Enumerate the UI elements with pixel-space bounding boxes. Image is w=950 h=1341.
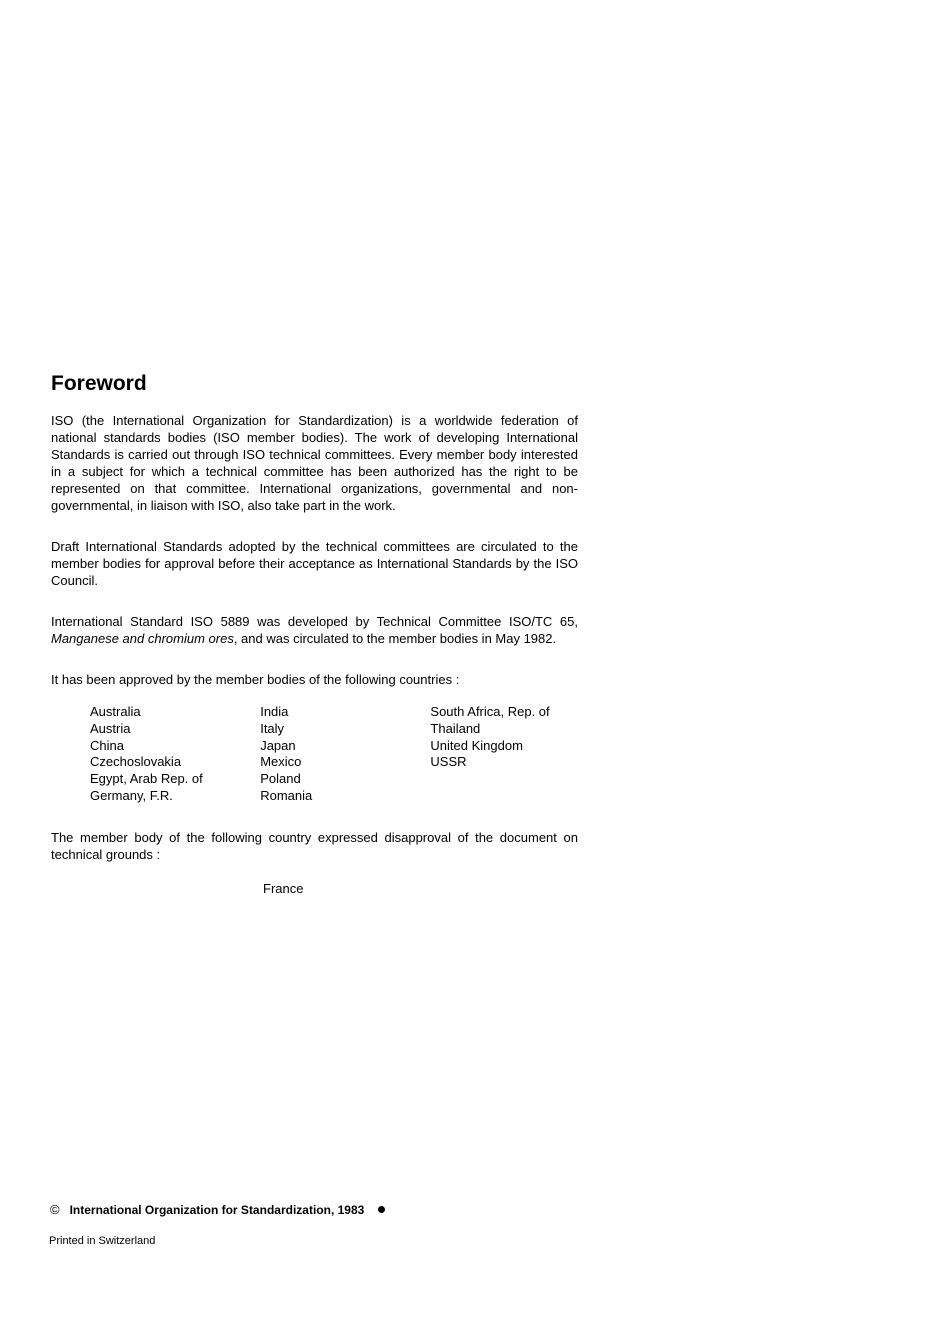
- country-name: Thailand: [430, 720, 481, 736]
- country-name: Australia: [90, 704, 141, 719]
- foreword-section: [51, 370, 578, 897]
- paragraph-approval: It has been approved by the member bodies of the following countries :: [51, 672, 460, 687]
- countries-column-1: [90, 704, 260, 805]
- country-name: Germany, F.R.: [90, 787, 173, 803]
- printed-location: Printed in Switzerland: [49, 1235, 156, 1247]
- standard-development-text: International Standard ISO 5889 was developed by Technical Committee ISO/TC 65,: [51, 614, 578, 629]
- page-title: Foreword: [51, 372, 147, 395]
- country-name: Japan: [260, 737, 296, 753]
- country-name: United Kingdom: [430, 737, 523, 753]
- countries-column-3: [430, 704, 578, 805]
- country-name: Romania: [260, 787, 313, 803]
- country-name: Italy: [260, 720, 285, 736]
- paragraph-standard-development: [51, 613, 578, 647]
- country-name: Czechoslovakia: [90, 754, 182, 770]
- paragraph-disapproval: The member body of the following country expressed disapproval of the document on technical grounds :: [51, 829, 578, 862]
- copyright-symbol: ©: [50, 1202, 60, 1217]
- bullet-icon: [378, 1206, 385, 1213]
- country-name: USSR: [430, 754, 467, 770]
- country-name: Austria: [90, 720, 131, 736]
- country-name: Poland: [260, 771, 301, 787]
- country-name: Egypt, Arab Rep. of: [90, 771, 203, 787]
- copyright-notice: [50, 1202, 385, 1218]
- countries-column-2: [260, 704, 430, 805]
- approving-countries-list: [90, 704, 578, 805]
- disapproving-country: France: [263, 880, 304, 896]
- country-name: South Africa, Rep. of: [430, 704, 550, 719]
- country-name: Mexico: [260, 754, 302, 770]
- country-name: India: [260, 704, 289, 719]
- paragraph-iso-description: ISO (the International Organization for Standardization) is a worldwide federation of national standards bodies (ISO member bodies). The work of developing International Standards is carried out through ISO technical committees. Every member body interested in a subject for which a technical committee has been authorized has the right to be represented on that committee. International organizations, governmental and non-governmental, in liaison with ISO, also take part in the work.: [51, 413, 578, 513]
- committee-subject: Manganese and chromium ores: [51, 631, 234, 646]
- copyright-text: International Organization for Standardization, 1983: [69, 1203, 365, 1217]
- paragraph-draft-standards: Draft International Standards adopted by the technical committees are circulated to the member bodies for approval before their acceptance as International Standards by the ISO Council.: [51, 539, 578, 588]
- standard-development-text-end: , and was circulated to the member bodies in May 1982.: [233, 631, 557, 646]
- country-name: China: [90, 737, 124, 753]
